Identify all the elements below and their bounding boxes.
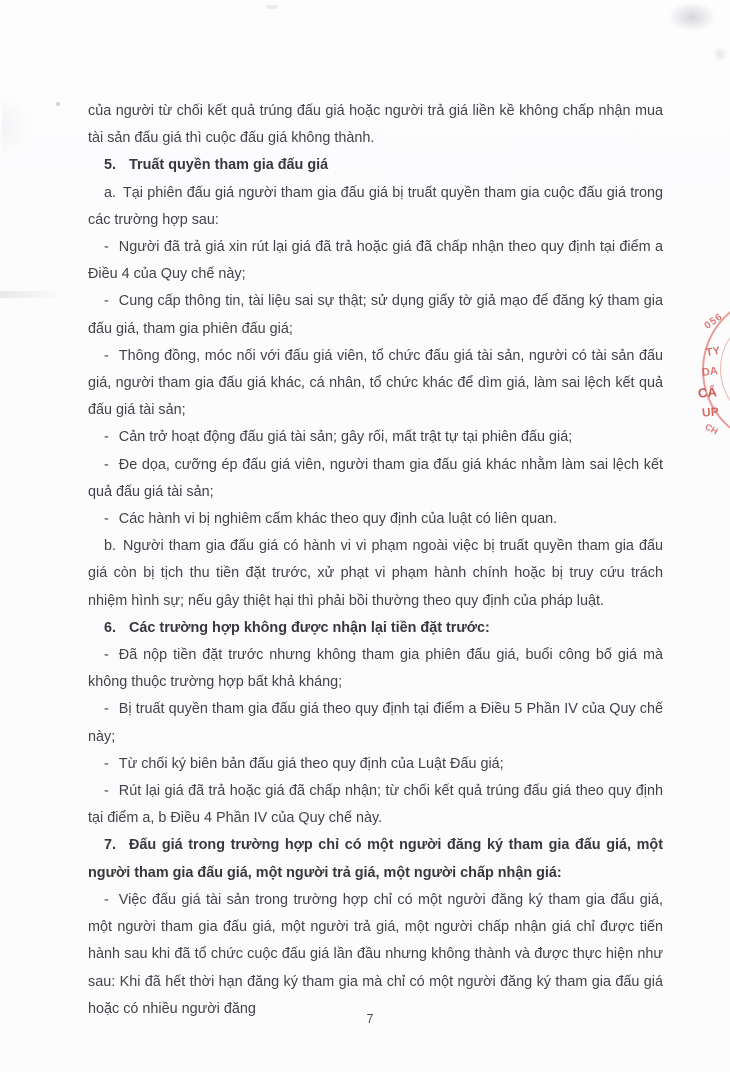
scan-artifact [56,102,60,106]
scan-artifact [712,46,728,62]
red-seal-stamp-fragment [697,292,730,446]
clause-b-paragraph [88,533,663,615]
item-number: 6. [104,619,117,636]
bullet-item [88,424,663,451]
paragraph-text: của người từ chối kết quả trúng đấu giá hoặc người trả giá liền kề không chấp nhận mua tài sản đấu giá thì cuộc đấu giá không thành. [88,103,663,147]
bullet-item [88,778,663,832]
bullet-dash: - [104,891,109,908]
bullet-item [88,343,663,425]
bullet-item [88,696,663,750]
paragraph-text: Các hành vi bị nghiêm cấm khác theo quy định của luật có liên quan. [118,511,558,528]
bullet-item [88,234,663,288]
stamp-text-fragment: DA [701,365,719,379]
heading-text: Các trường hợp không được nhận lại tiền đặt trước: [129,619,490,636]
paragraph-text: Tại phiên đấu giá người tham gia đấu giá bị truất quyền tham gia cuộc đấu giá trong các trường hợp sau: [88,184,663,228]
bullet-dash: - [104,456,109,473]
page-number: 7 [366,1012,374,1026]
bullet-dash: - [104,783,109,800]
bullet-dash: - [104,347,109,364]
heading-item-5 [88,152,663,179]
paragraph-text: Cung cấp thông tin, tài liệu sai sự thật; sử dụng giấy tờ giả mạo để đăng ký tham gia đấu giá, tham gia phiên đấu giá; [88,293,663,337]
bullet-item [88,452,663,506]
stamp-text-fragment: CH [703,421,720,437]
document-body [88,98,663,1023]
bullet-dash: - [104,701,109,718]
clause-a-paragraph [88,180,663,234]
scan-artifact [668,2,716,32]
item-number: 5. [104,157,117,174]
bullet-item [88,642,663,696]
paragraph-text: Đã nộp tiền đặt trước nhưng không tham gia phiên đấu giá, buổi công bố giá mà không thuộc trường hợp bất khả kháng; [88,647,663,691]
stamp-text-fragment: UP [701,404,720,420]
scan-artifact [2,96,30,156]
bullet-dash: - [104,429,109,446]
stamp-text-fragment: CẤ [697,384,718,401]
heading-text: Đấu giá trong trường hợp chỉ có một người đăng ký tham gia đấu giá, một người tham gia đấu giá, một người trả giá, một người chấp nhận giá: [88,837,663,881]
bullet-dash: - [104,239,109,256]
paragraph-text: Đe dọa, cưỡng ép đấu giá viên, người tham gia đấu giá khác nhằm làm sai lệch kết quả đấu giá tài sản; [88,456,663,500]
paragraph-text: Việc đấu giá tài sản trong trường hợp chỉ có một người đăng ký tham gia đấu giá, một người tham gia đấu giá, một người trả giá, một người chấp nhận giá chỉ được tiến hành sau khi đã tổ chức cuộc đấu giá lần đầu nhưng không thành và được thực hiện như sau: Khi đã hết thời hạn đăng ký tham gia mà chỉ có một người đăng ký tham gia đấu giá hoặc có nhiều người đăng [88,891,663,1017]
paragraph-continuation [88,98,663,152]
paragraph-text: Người tham gia đấu giá có hành vi vi phạm ngoài việc bị truất quyền tham gia đấu giá còn bị tịch thu tiền đặt trước, xử phạt vi phạm hành chính hoặc bị truy cứu trách nhiệm hình sự; nếu gây thiệt hại thì phải bồi thường theo quy định của pháp luật. [88,538,663,609]
heading-item-6 [88,615,663,642]
paragraph-text: Cản trở hoạt động đấu giá tài sản; gây rối, mất trật tự tại phiên đấu giá; [118,429,573,446]
paragraph-text: Từ chối ký biên bản đấu giá theo quy định của Luật Đấu giá; [118,755,504,772]
clause-letter: b. [104,538,117,555]
scan-artifact [266,5,278,9]
bullet-item [88,288,663,342]
heading-text: Truất quyền tham gia đấu giá [129,157,329,174]
bullet-dash: - [104,647,109,664]
clause-letter: a. [104,184,117,201]
paragraph-text: Thông đồng, móc nối với đấu giá viên, tổ chức đấu giá tài sản, người có tài sản đấu giá, người tham gia đấu giá khác, cá nhân, tổ chức khác để dìm giá, làm sai lệch kết quả đấu giá tài sản; [88,347,663,419]
bullet-dash: - [104,755,109,772]
paragraph-text: Bị truất quyền tham gia đấu giá theo quy định tại điểm a Điều 5 Phần IV của Quy chế này; [88,701,663,745]
heading-item-7 [88,832,663,886]
bullet-item [88,751,663,778]
item-number: 7. [104,837,117,854]
bullet-dash: - [104,293,109,310]
bullet-item [88,506,663,533]
bullet-dash: - [104,511,109,528]
bullet-item [88,887,663,1023]
paragraph-text: Rút lại giá đã trả hoặc giá đã chấp nhận; từ chối kết quả trúng đấu giá theo quy định tại điểm a, b Điều 4 Phần IV của Quy chế này. [88,783,663,827]
stamp-text-fragment: TY [705,344,721,360]
paragraph-text: Người đã trả giá xin rút lại giá đã trả hoặc giá đã chấp nhận theo quy định tại điểm a Điều 4 của Quy chế này; [88,239,663,283]
scan-artifact [0,291,64,298]
stamp-text-fragment: 056 [702,311,726,332]
